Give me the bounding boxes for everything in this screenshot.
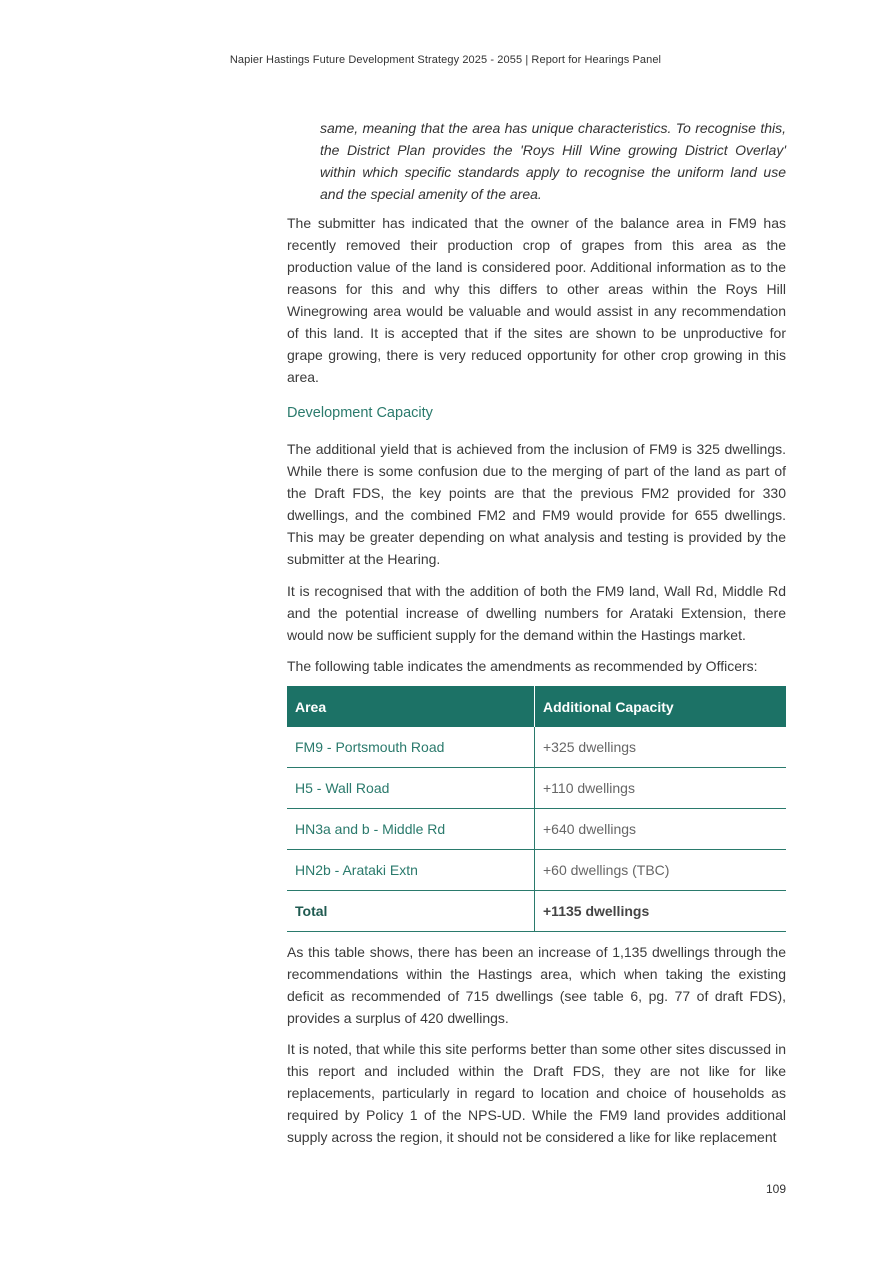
table-cell-area: H5 - Wall Road [287, 768, 535, 809]
paragraph-like-for-like: It is noted, that while this site performs better than some other sites discussed in this report and included within the Draft FDS, they are not like for like replacements, particularly in regard to location and choice of households as required by Policy 1 of the NPS-UD. While the FM9 land provides additional supply across the region, it should not be considered a like for like replacement [287, 1041, 786, 1145]
column-header-area: Area [287, 686, 535, 727]
capacity-table [287, 686, 786, 932]
table-cell-area: HN3a and b - Middle Rd [287, 809, 535, 850]
column-header-capacity: Additional Capacity [535, 686, 787, 727]
table-row [287, 809, 786, 850]
table-row [287, 850, 786, 891]
paragraph-table-intro: The following table indicates the amendments as recommended by Officers: [287, 658, 758, 674]
table-cell-capacity: +60 dwellings (TBC) [535, 850, 787, 891]
paragraph-yield: The additional yield that is achieved from the inclusion of FM9 is 325 dwellings. While there is some confusion due to the merging of part of the land as part of the Draft FDS, the key points are that the previous FM2 provided for 330 dwellings, and the combined FM2 and FM9 would provide for 655 dwellings. This may be greater depending on what analysis and testing is provided by the submitter at the Hearing. [287, 441, 786, 567]
section-heading: Development Capacity [287, 405, 433, 421]
page-header: Napier Hastings Future Development Strategy 2025 - 2055 | Report for Hearings Panel [229, 54, 662, 66]
table-row [287, 768, 786, 809]
table-total-row [287, 891, 786, 932]
paragraph-surplus: As this table shows, there has been an increase of 1,135 dwellings through the recommendations within the Hastings area, which when taking the existing deficit as recommended of 715 dwellings (see table 6, pg. 77 of draft FDS), provides a surplus of 420 dwellings. [287, 944, 786, 1026]
paragraph-supply: It is recognised that with the addition of both the FM9 land, Wall Rd, Middle Rd and the potential increase of dwelling numbers for Arataki Extension, there would now be sufficient supply for the demand within the Hastings market. [287, 583, 786, 643]
table-cell-total-label: Total [287, 891, 535, 932]
table-cell-area: FM9 - Portsmouth Road [287, 727, 535, 768]
paragraph-submitter: The submitter has indicated that the owner of the balance area in FM9 has recently removed their production crop of grapes from this area as the production value of the land is considered poor. Additional information as to the reasons for this and why this differs to other areas within the Roys Hill Winegrowing area would be valuable and would assist in any recommendation of this land. It is accepted that if the sites are shown to be unproductive for grape growing, there is very reduced opportunity for other crop growing in this area. [287, 215, 786, 385]
quoted-text: same, meaning that the area has unique characteristics. To recognise this, the District Plan provides the 'Roys Hill Wine growing District Overlay' within which specific standards apply to recognise the uniform land use and the special amenity of the area. [320, 120, 786, 202]
table-cell-total-value: +1135 dwellings [535, 891, 787, 932]
table-row [287, 727, 786, 768]
table-cell-capacity: +640 dwellings [535, 809, 787, 850]
page-number: 109 [765, 1182, 786, 1196]
table-cell-capacity: +325 dwellings [535, 727, 787, 768]
table-header-row [287, 686, 786, 727]
table-cell-area: HN2b - Arataki Extn [287, 850, 535, 891]
table-cell-capacity: +110 dwellings [535, 768, 787, 809]
